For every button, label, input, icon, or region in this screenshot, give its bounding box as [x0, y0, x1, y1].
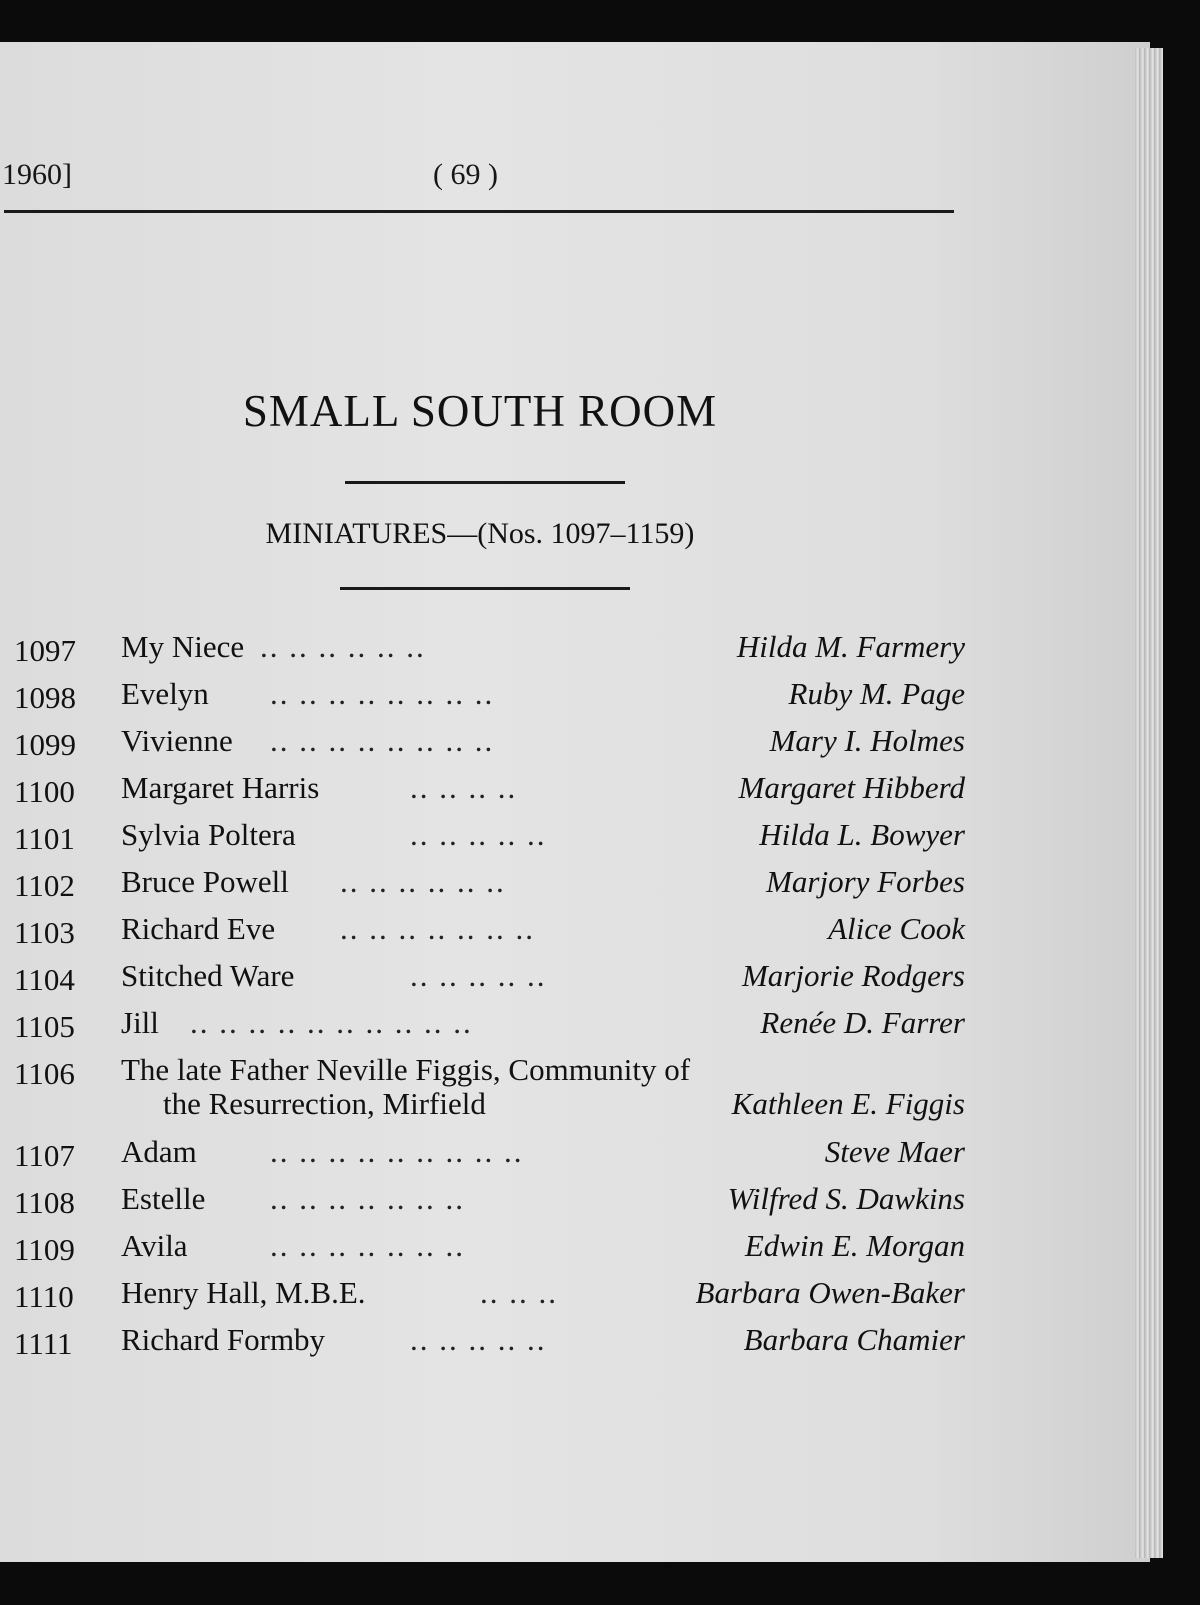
entry-artist: Hilda M. Farmery — [736, 629, 965, 664]
entry-title: Evelyn — [121, 676, 209, 711]
entry-artist: Barbara Chamier — [743, 1322, 965, 1357]
entry-artist: Hilda L. Bowyer — [759, 817, 965, 852]
title-rule — [345, 481, 625, 484]
dot-leader: .. .. .. .. .. .. .. .. .. — [270, 1134, 524, 1169]
entry-1105 — [10, 1001, 965, 1048]
dot-leader: .. .. .. .. .. .. — [340, 864, 506, 899]
entry-1102 — [10, 860, 965, 907]
dot-leader: .. .. .. .. .. — [410, 817, 547, 852]
entry-title: Richard Formby — [121, 1322, 326, 1357]
entry-number: 1102 — [14, 868, 75, 903]
entry-title: Vivienne — [121, 723, 233, 758]
dot-leader: .. .. .. .. .. .. .. — [340, 911, 535, 946]
dot-leader: .. .. .. .. .. .. .. — [270, 1181, 465, 1216]
entry-number: 1098 — [14, 680, 76, 715]
entry-1098 — [10, 672, 965, 719]
entry-list — [10, 625, 965, 1365]
entry-1110 — [10, 1271, 965, 1318]
running-head — [0, 158, 960, 198]
entry-1106 — [10, 1048, 965, 1130]
dot-leader: .. .. .. .. — [410, 770, 518, 805]
entry-1101 — [10, 813, 965, 860]
running-head-year: 1960] — [2, 158, 72, 191]
entry-artist: Alice Cook — [828, 911, 965, 946]
dot-leader: .. .. .. .. .. .. — [260, 629, 426, 664]
entry-artist: Ruby M. Page — [788, 676, 965, 711]
entry-1099 — [10, 719, 965, 766]
entry-title: Jill — [121, 1005, 159, 1040]
entry-number: 1105 — [14, 1009, 75, 1044]
entry-title: My Niece — [121, 629, 245, 664]
entry-number: 1100 — [14, 774, 75, 809]
entry-number: 1103 — [14, 915, 75, 950]
entry-artist: Marjory Forbes — [766, 864, 965, 899]
dot-leader: .. .. .. .. .. .. .. .. — [270, 676, 495, 711]
entry-number: 1106 — [14, 1056, 75, 1091]
page-edge — [1135, 48, 1163, 1558]
entry-title: Richard Eve — [121, 911, 276, 946]
entry-number: 1099 — [14, 727, 76, 762]
dot-leader: .. .. .. .. .. .. .. — [270, 1228, 465, 1263]
entry-artist: Barbara Owen-Baker — [695, 1275, 965, 1310]
entry-title: Sylvia Poltera — [121, 817, 296, 852]
entry-title: Bruce Powell — [121, 864, 289, 899]
entry-artist: Margaret Hibberd — [738, 770, 965, 805]
entry-1111 — [10, 1318, 965, 1365]
dot-leader: .. .. .. .. .. .. .. .. — [270, 723, 495, 758]
entry-artist: Wilfred S. Dawkins — [727, 1181, 965, 1216]
entry-title: Adam — [121, 1134, 197, 1169]
dot-leader: .. .. .. .. .. .. .. .. .. .. — [190, 1005, 473, 1040]
entry-artist: Renée D. Farrer — [760, 1005, 965, 1040]
entry-number: 1109 — [14, 1232, 75, 1267]
dot-leader: .. .. .. — [480, 1275, 558, 1310]
header-rule — [4, 210, 954, 213]
page-number: ( 69 ) — [433, 158, 498, 191]
entry-artist: Steve Maer — [824, 1134, 965, 1169]
section-subtitle: MINIATURES—(Nos. 1097–1159) — [265, 517, 695, 550]
entry-number: 1111 — [14, 1326, 73, 1361]
entry-title-continued: the Resurrection, Mirfield — [163, 1086, 486, 1121]
entry-artist: Mary I. Holmes — [769, 723, 965, 758]
entry-title: Henry Hall, M.B.E. — [121, 1275, 366, 1310]
entry-number: 1110 — [14, 1279, 74, 1314]
dot-leader: .. .. .. .. .. — [410, 1322, 547, 1357]
entry-artist: Edwin E. Morgan — [744, 1228, 965, 1263]
entry-title: Estelle — [121, 1181, 206, 1216]
dot-leader: .. .. .. .. .. — [410, 958, 547, 993]
subtitle-rule — [340, 587, 630, 590]
entry-1108 — [10, 1177, 965, 1224]
entry-number: 1107 — [14, 1138, 75, 1173]
entry-number: 1104 — [14, 962, 75, 997]
entry-title: The late Father Neville Figgis, Community of — [121, 1052, 691, 1087]
entry-title: Stitched Ware — [121, 958, 295, 993]
entry-number: 1101 — [14, 821, 75, 856]
entry-artist: Kathleen E. Figgis — [731, 1086, 965, 1121]
entry-1107 — [10, 1130, 965, 1177]
entry-1109 — [10, 1224, 965, 1271]
entry-1104 — [10, 954, 965, 1001]
entry-title: Margaret Harris — [121, 770, 320, 805]
entry-1103 — [10, 907, 965, 954]
entry-1097 — [10, 625, 965, 672]
entry-number: 1097 — [14, 633, 76, 668]
section-title: SMALL SOUTH ROOM — [242, 386, 718, 436]
entry-number: 1108 — [14, 1185, 75, 1220]
entry-1100 — [10, 766, 965, 813]
entry-title: Avila — [121, 1228, 188, 1263]
entry-artist: Marjorie Rodgers — [741, 958, 965, 993]
